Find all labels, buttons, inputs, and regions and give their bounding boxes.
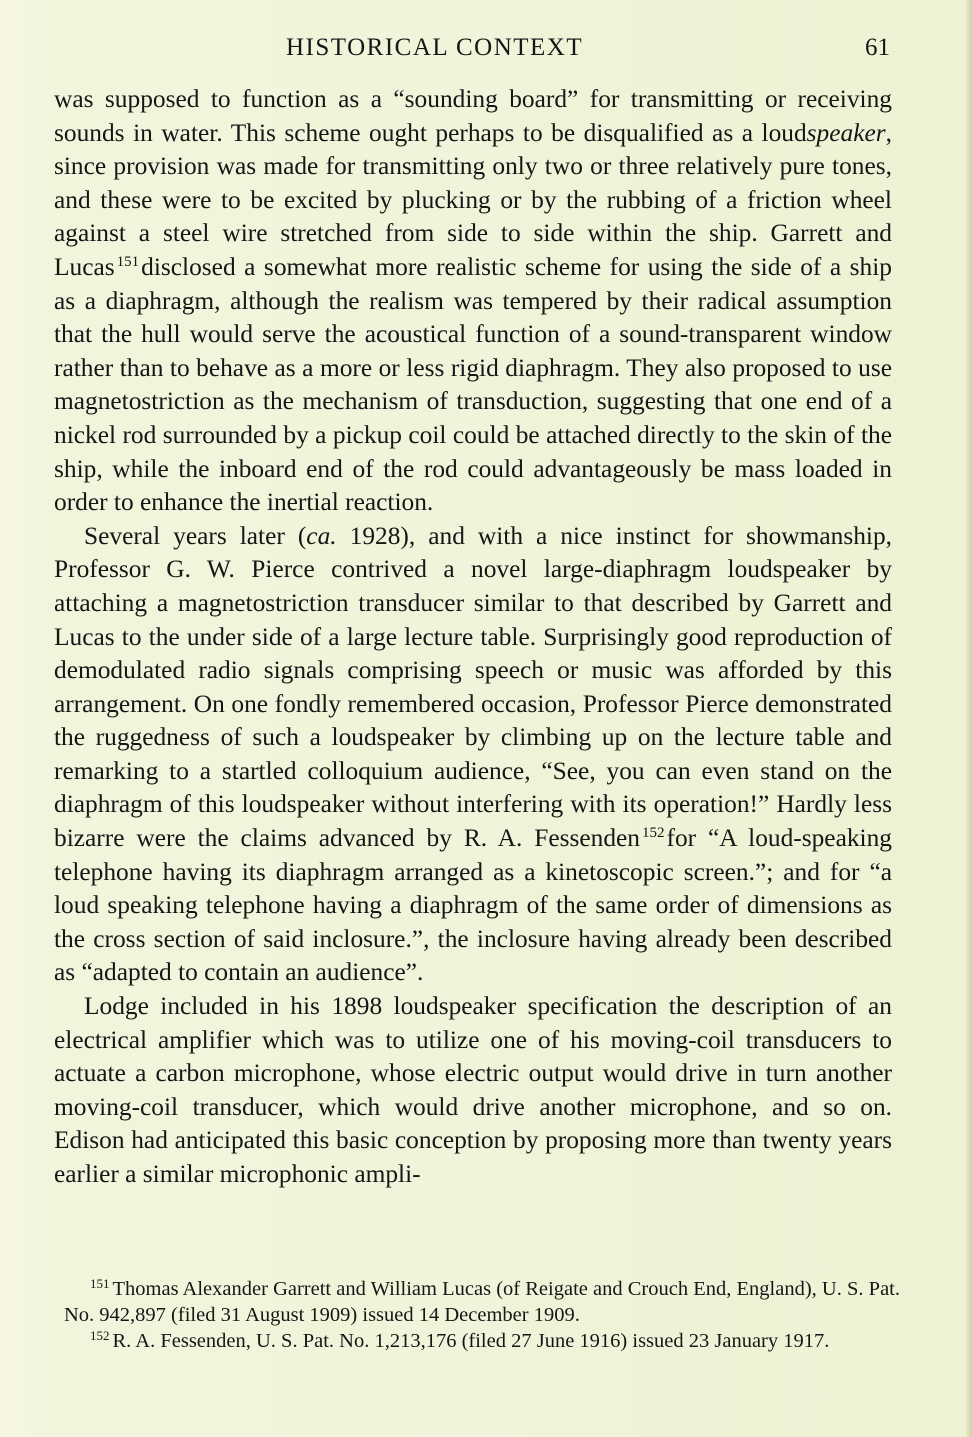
footnotes [64, 1276, 900, 1354]
italic-text: ca. [306, 521, 337, 550]
footnote-marker: 151 [90, 1276, 110, 1291]
page-header [54, 30, 890, 70]
footnote [64, 1328, 900, 1354]
italic-text: speaker [806, 118, 886, 147]
text-segment: Several years later ( [84, 521, 307, 550]
footnote-text: Thomas Alexander Garrett and William Lucas (of Reigate and Crouch End, England), U. S. Pat. No. 942,897 (filed 31 August 1909) issued 14 December 1909. [64, 1278, 900, 1326]
running-title: HISTORICAL CONTEXT [286, 34, 584, 61]
footnote [64, 1276, 900, 1328]
footnote-reference: 151 [116, 253, 140, 270]
paragraph [54, 520, 892, 990]
footnote-reference: 152 [642, 825, 665, 842]
paragraph [54, 990, 892, 1192]
text-segment: disclosed a somewhat more realistic scheme for using the side of a ship as a diaphragm, although the realism was tempered by their radical assumption that the hull would serve the acoustical function of a sound-transparent window rather than to behave as a more or less rigid diaphragm. They also proposed to use magnetostriction as the mechanism of transduction, suggesting that one end of a nickel rod surrounded by a pickup coil could be attached directly to the skin of the ship, while the inboard end of the rod could advantageously be mass loaded in order to enhance the inertial reaction. [54, 252, 892, 517]
text-segment: 1928), and with a nice instinct for showmanship, Professor G. W. Pierce contrived a novel large-diaphragm loudspeaker by attaching a magnetostriction transducer similar to that described by Garrett and Lucas to the under side of a large lecture table. Surprisingly good reproduction of demodulated radio signals comprising speech or music was afforded by this arrangement. On one fondly remembered occasion, Professor Pierce demonstrated the ruggedness of such a loudspeaker by climbing up on the lecture table and remarking to a startled colloquium audience, “See, you can even stand on the diaphragm of this loudspeaker without interfering with its operation!” Hardly less bizarre were the claims advanced by R. A. Fessenden [54, 521, 892, 853]
body-text [54, 83, 892, 1192]
page-edge [966, 0, 972, 1437]
page-number: 61 [865, 34, 890, 61]
footnote-marker: 152 [90, 1328, 110, 1343]
text-segment: Lodge included in his 1898 loudspeaker specification the description of an electrical amplifier which was to utilize one of his moving-coil transducers to actuate a carbon microphone, whose electric output would drive in turn another moving-coil transducer, which would drive another microphone, and so on. Edison had anticipated this basic conception by proposing more than twenty years earlier a similar microphonic ampli- [54, 992, 892, 1188]
text-segment: was supposed to function as a “sounding board” for transmitting or receiving sounds in water. This scheme ought perhaps to be disqualified as a loud [54, 85, 892, 147]
text-segment: , since provision was made for transmitting only two or three relatively pure tones, and these were to be excited by plucking or by the rubbing of a friction wheel against a steel wire stretched from side to side within the ship. Garrett and Lucas [54, 118, 892, 281]
footnote-text: R. A. Fessenden, U. S. Pat. No. 1,213,176 (filed 27 June 1916) issued 23 January 1917. [112, 1330, 830, 1352]
paragraph [54, 83, 892, 520]
text-segment: for “A loud-speaking telephone having its diaphragm arranged as a kinetoscopic screen.”; and for “a loud speaking telephone having a diaphragm of the same order of dimensions as the cross section of said inclosure.”, the inclosure having already been described as “adapted to contain an audience”. [54, 824, 892, 987]
